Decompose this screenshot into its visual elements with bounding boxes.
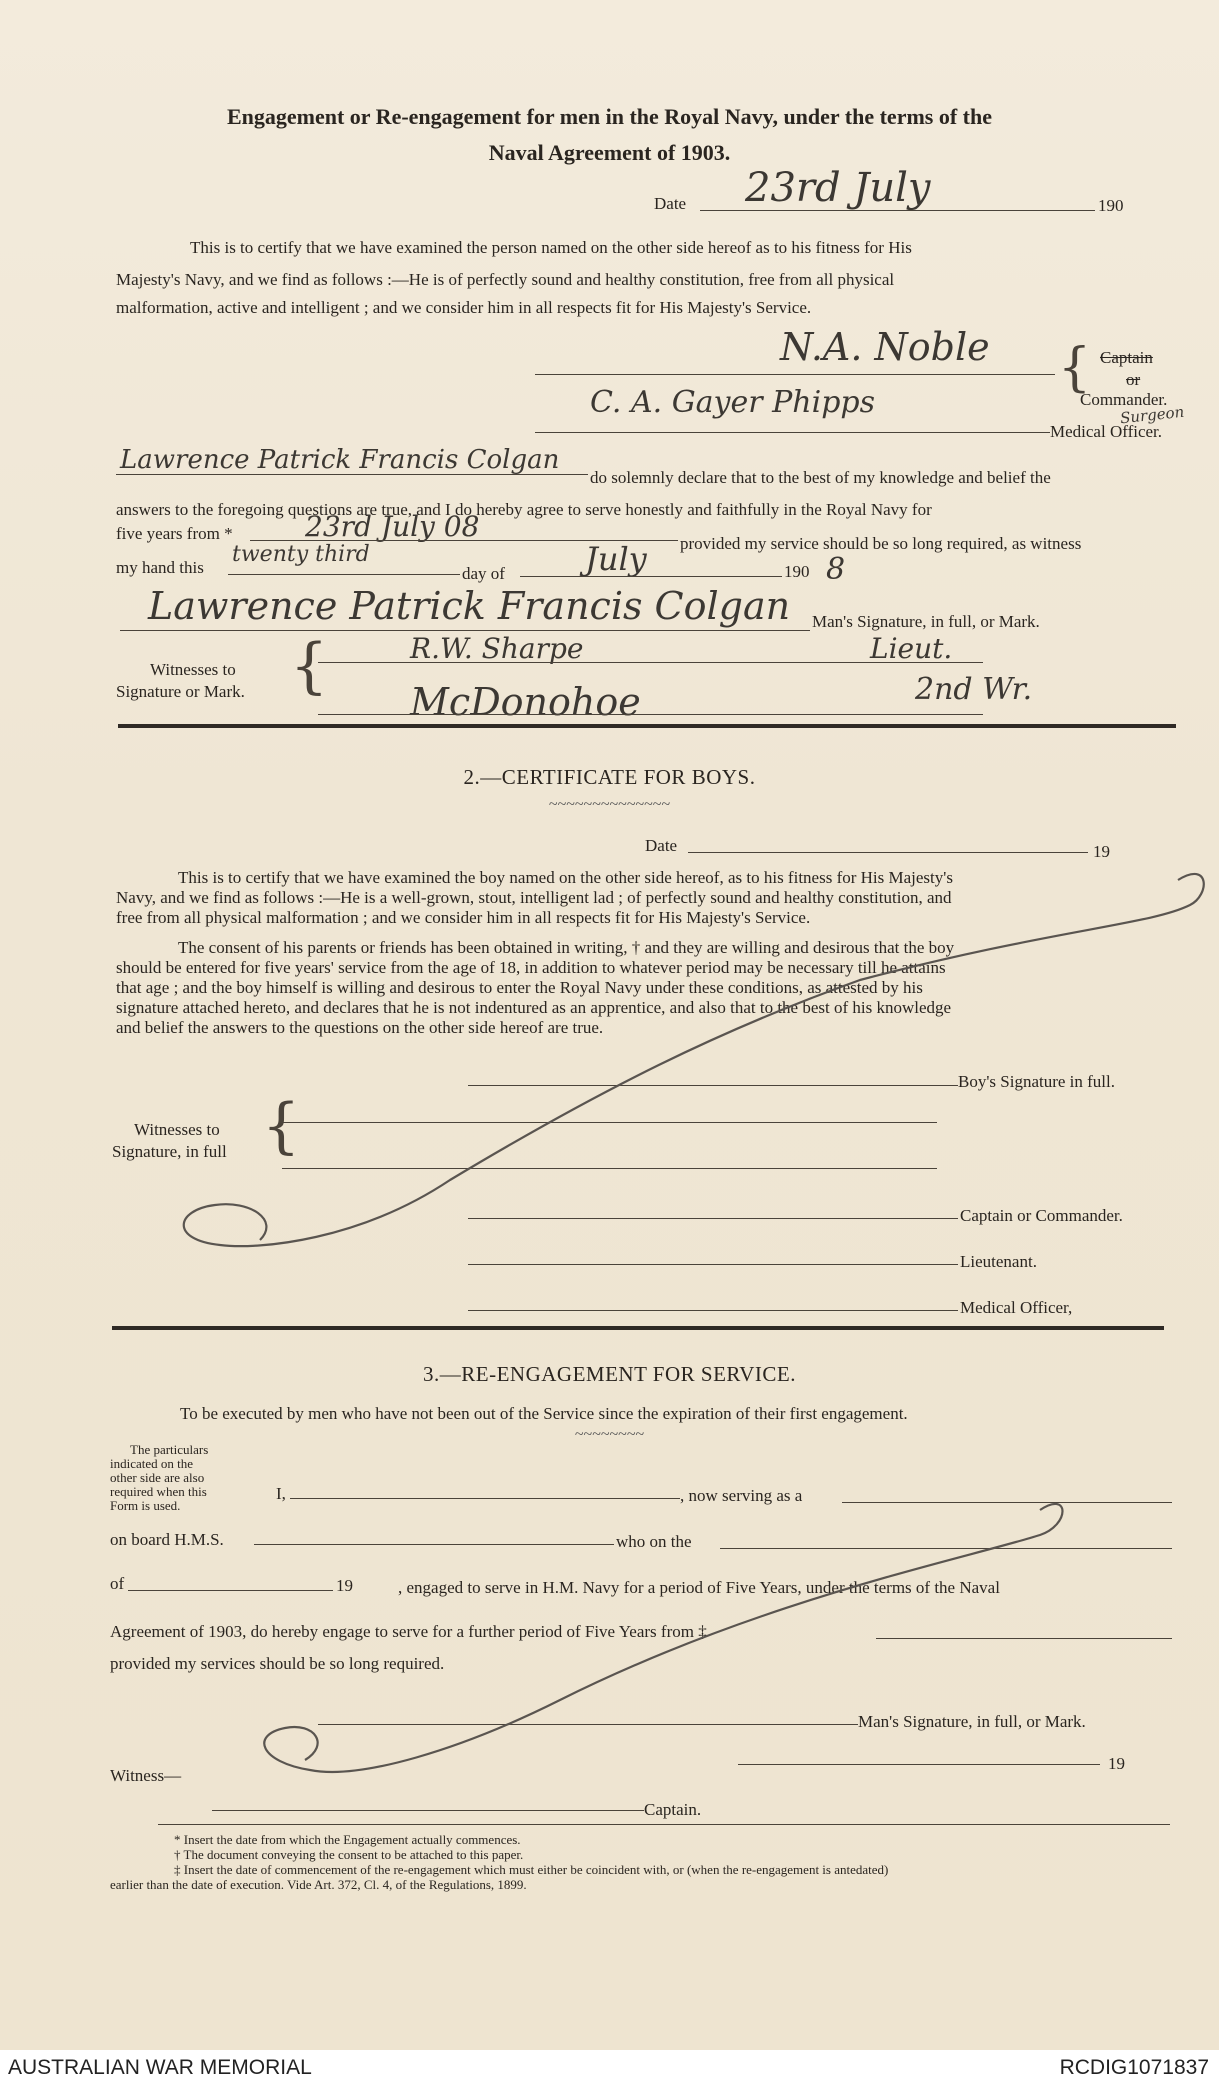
reeng-serving-label: , now serving as a (680, 1486, 803, 1505)
reeng-i-label: I, (276, 1484, 286, 1503)
boys-p2-line2: should be entered for five years' service from the age of 18, in addition to whatever period may be necessary till he attains (116, 958, 946, 977)
mans-signature: Lawrence Patrick Francis Colgan (148, 584, 791, 628)
form-title-line1: Engagement or Re-engagement for men in the Royal Navy, under the terms of the (226, 104, 992, 129)
medical-officer-label: Medical Officer. (1050, 422, 1163, 441)
reeng-mans-sig-label: Man's Signature, in full, or Mark. (858, 1712, 1086, 1731)
reeng-of-label: of (110, 1574, 125, 1593)
reeng-year19b: 19 (1108, 1754, 1125, 1773)
boys-heading: 2.—CERTIFICATE FOR BOYS. (463, 765, 756, 789)
boys-p2-line3: that age ; and the boy himself is willing and desirous to enter the Royal Navy under these conditions, as attested by his (116, 978, 923, 997)
reeng-agreement-text: Agreement of 1903, do hereby engage to serve for a further period of Five Years from ‡ (110, 1622, 707, 1641)
witness1-rank: Lieut. (870, 632, 953, 665)
surgeon-handwritten: Surgeon (1119, 402, 1186, 428)
reeng-subheading: To be executed by men who have not been out of the Service since the expiration of their first engagement. (180, 1404, 908, 1423)
footnote-3: ‡ Insert the date of commencement of the re-engagement which must either be coincident with, or (when the re-engagement is antedated) (174, 1862, 889, 1877)
reeng-captain-label: Captain. (644, 1800, 702, 1819)
my-hand-handwritten: twenty third (232, 542, 370, 567)
year-handwritten2: 8 (826, 552, 846, 587)
commander-label: Commander. (1080, 390, 1168, 409)
boys-witnesses-label2: Signature, in full (112, 1142, 227, 1161)
witnesses-label2: Signature or Mark. (116, 682, 245, 701)
reeng-heading: 3.—RE-ENGAGEMENT FOR SERVICE. (423, 1362, 796, 1386)
boys-witnesses-label1: Witnesses to (134, 1120, 220, 1139)
footnote-1: * Insert the date from which the Engagement actually commences. (174, 1832, 521, 1847)
witness-brace: { (290, 631, 329, 701)
note-line1: The particulars (130, 1442, 209, 1457)
witness2-signature: McDonohoe (410, 680, 641, 724)
reeng-engaged-text: , engaged to serve in H.M. Navy for a period of Five Years, under the terms of the Naval (398, 1578, 1000, 1597)
footnote-2: † The document conveying the consent to be attached to this paper. (174, 1847, 524, 1862)
date-label: Date (654, 194, 687, 213)
declare-text1: do solemnly declare that to the best of my knowledge and belief the (590, 468, 1051, 487)
ornament-2: ~~~~~~~~ (574, 1426, 645, 1443)
reeng-year19: 19 (336, 1576, 353, 1595)
cert-line3: malformation, active and intelligent ; and we consider him in all respects fit for His Majesty's Service. (116, 298, 812, 317)
witness2-rank: 2nd Wr. (915, 672, 1033, 707)
five-years-label: five years from * (116, 524, 233, 543)
note-line4: required when this (110, 1484, 207, 1499)
or-label: or (1126, 370, 1141, 389)
note-line5: Form is used. (110, 1498, 181, 1513)
provided-text: provided my service should be so long required, as witness (680, 534, 1082, 553)
ornament: ~~~~~~~~~~~~~~ (548, 796, 671, 813)
note-line2: indicated on the (110, 1456, 194, 1471)
archive-caption (0, 2050, 1219, 2082)
footnote-4: earlier than the date of execution. Vide Art. 372, Cl. 4, of the Regulations, 1899. (110, 1877, 527, 1892)
declare-line2: answers to the foregoing questions are true, and I do hereby agree to serve honestly and faithfully in the Royal Navy for (116, 500, 932, 519)
form-title-line2: Naval Agreement of 1903. (488, 140, 731, 165)
date-year-prefix: 190 (1098, 196, 1124, 215)
caption-left: AUSTRALIAN WAR MEMORIAL (8, 2056, 312, 2079)
date-handwritten: 23rd July (745, 165, 931, 211)
note-line3: other side are also (110, 1470, 205, 1485)
witness1-signature: R.W. Sharpe (410, 632, 584, 665)
mans-sig-label: Man's Signature, in full, or Mark. (812, 612, 1040, 631)
captain-signature: N.A. Noble (780, 325, 990, 369)
reeng-who-label: who on the (616, 1532, 692, 1551)
five-years-handwritten: 23rd July 08 (305, 510, 480, 543)
medical-officer-signature: C. A. Gayer Phipps (590, 385, 876, 420)
reeng-witness-label: Witness— (110, 1766, 182, 1785)
day-of-handwritten: July (585, 540, 647, 578)
year-prefix2: 190 (784, 562, 810, 581)
my-hand-label: my hand this (116, 558, 204, 577)
boys-sig-label: Boy's Signature in full. (958, 1072, 1116, 1091)
boys-lieutenant-label: Lieutenant. (960, 1252, 1037, 1271)
boys-captain-label: Captain or Commander. (960, 1206, 1123, 1225)
captain-label: Captain (1100, 348, 1153, 367)
boys-p2-line5: and belief the answers to the questions on the other side hereof are true. (116, 1018, 604, 1037)
reeng-onboard-label: on board H.M.S. (110, 1530, 224, 1549)
boys-date-label: Date (645, 836, 678, 855)
declarant-name: Lawrence Patrick Francis Colgan (120, 445, 560, 475)
brace: { (1058, 338, 1092, 398)
boys-p2-line1: The consent of his parents or friends has been obtained in writing, † and they are willing and desirous that the boy (178, 938, 955, 957)
boys-p1-line3: free from all physical malformation ; and we consider him in all respects fit for His Majesty's Service. (116, 908, 811, 927)
boys-p1-line1: This is to certify that we have examined the boy named on the other side hereof, as to his fitness for His Majesty's (178, 868, 953, 887)
reeng-provided-text: provided my services should be so long required. (110, 1654, 445, 1673)
boys-year-prefix: 19 (1093, 842, 1110, 861)
witnesses-label1: Witnesses to (150, 660, 236, 679)
boys-p1-line2: Navy, and we find as follows :—He is a well-grown, stout, intelligent lad ; of perfectly sound and healthy constitution, and (116, 888, 952, 907)
cert-line1: This is to certify that we have examined the person named on the other side hereof as to his fitness for His (190, 238, 912, 257)
cert-line2: Majesty's Navy, and we find as follows :—He is of perfectly sound and healthy constitution, free from all physical (116, 270, 895, 289)
boys-p2-line4: signature attached hereto, and declares that he is not indentured as an apprentice, and also that to the best of his knowledge (116, 998, 952, 1017)
boys-witness-brace: { (262, 1091, 301, 1161)
day-of-label: day of (462, 564, 505, 583)
caption-right: RCDIG1071837 (1059, 2056, 1209, 2079)
boys-medical-label: Medical Officer, (960, 1298, 1073, 1317)
